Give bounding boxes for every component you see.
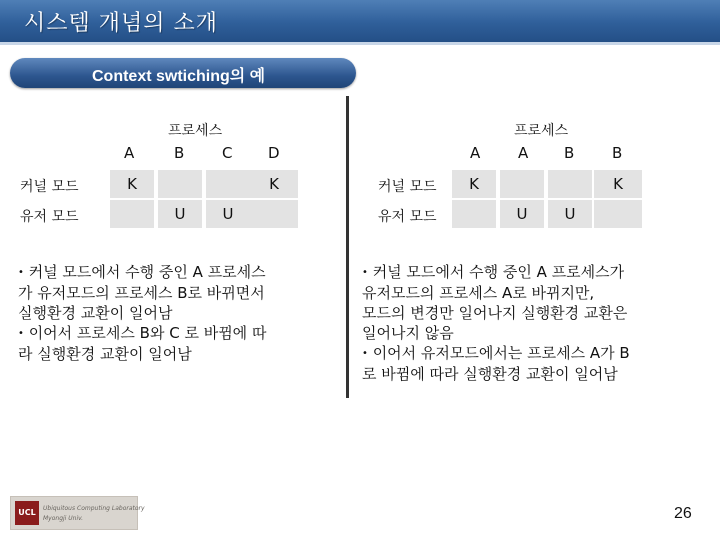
right-user-mode-label: 유저 모드 [378,209,437,225]
right-kernel-cell-4: K [594,170,642,198]
right-col-label-4: B [612,144,623,162]
title-underline [0,42,720,45]
section-banner [10,58,356,88]
left-text-line: 실행환경 교환이 일어남 [18,304,173,322]
right-process-header: 프로세스 [514,123,569,139]
left-kernel-cell-a: K [110,170,154,198]
right-text-line: 로 바뀜에 따라 실행환경 교환이 일어남 [362,365,618,383]
left-kernel-cell-d: K [250,170,298,198]
right-col-label-3: B [564,144,575,162]
right-kernel-cell-2 [500,170,544,198]
left-process-header: 프로세스 [168,123,223,139]
right-description [362,262,630,384]
left-kernel-cell-b [158,170,202,198]
left-text-line: • 커널 모드에서 수행 중인 A 프로세스 [18,263,266,281]
bullet-icon: • [18,267,24,278]
right-kernel-mode-label: 커널 모드 [378,179,437,195]
left-col-label-d: D [268,144,280,162]
bullet-icon: • [362,267,368,278]
divider-line [346,96,349,398]
left-user-cell-a [110,200,154,228]
right-kernel-cell-1: K [452,170,496,198]
right-text-line: 일어나지 않음 [362,324,454,342]
bullet-icon: • [362,348,368,359]
right-col-label-1: A [470,144,481,162]
logo-text-line1: Ubiquitous Computing Laboratory [43,505,145,512]
left-description [18,262,266,364]
logo-text-line2: Myongji Univ. [43,515,84,522]
right-col-label-2: A [518,144,529,162]
right-text-line: • 이어서 유저모드에서는 프로세스 A가 B [362,344,630,362]
left-col-label-b: B [174,144,185,162]
page-number: 26 [674,505,692,522]
left-kernel-cell-c [206,170,250,198]
left-user-cell-b: U [158,200,202,228]
slide-title: 시스템 개념의 소개 [24,11,219,36]
lab-logo [10,496,145,530]
right-text-line: 모드의 변경만 일어나지 실행환경 교환은 [362,304,628,322]
bullet-icon: • [18,328,24,339]
left-user-cell-d [250,200,298,228]
right-user-cell-1 [452,200,496,228]
left-text-line: 가 유저모드의 프로세스 B로 바뀌면서 [18,284,265,302]
banner-text: Context swtiching의 예 [92,68,266,85]
right-user-cell-2: U [500,200,544,228]
left-user-cell-c: U [206,200,250,228]
left-text-line: • 이어서 프로세스 B와 C 로 바뀜에 따 [18,324,267,342]
right-text-line: 유저모드의 프로세스 A로 바뀌지만, [362,284,595,302]
right-text-line: • 커널 모드에서 수행 중인 A 프로세스가 [362,263,625,281]
left-user-mode-label: 유저 모드 [20,209,79,225]
left-kernel-mode-label: 커널 모드 [20,179,79,195]
right-kernel-cell-3 [548,170,592,198]
left-text-line: 라 실행환경 교환이 일어남 [18,345,192,363]
right-user-cell-3: U [548,200,592,228]
left-col-label-a: A [124,144,135,162]
logo-mark: UCL [15,501,39,525]
title-bar [0,0,720,42]
left-col-label-c: C [222,144,233,162]
right-user-cell-4 [594,200,642,228]
